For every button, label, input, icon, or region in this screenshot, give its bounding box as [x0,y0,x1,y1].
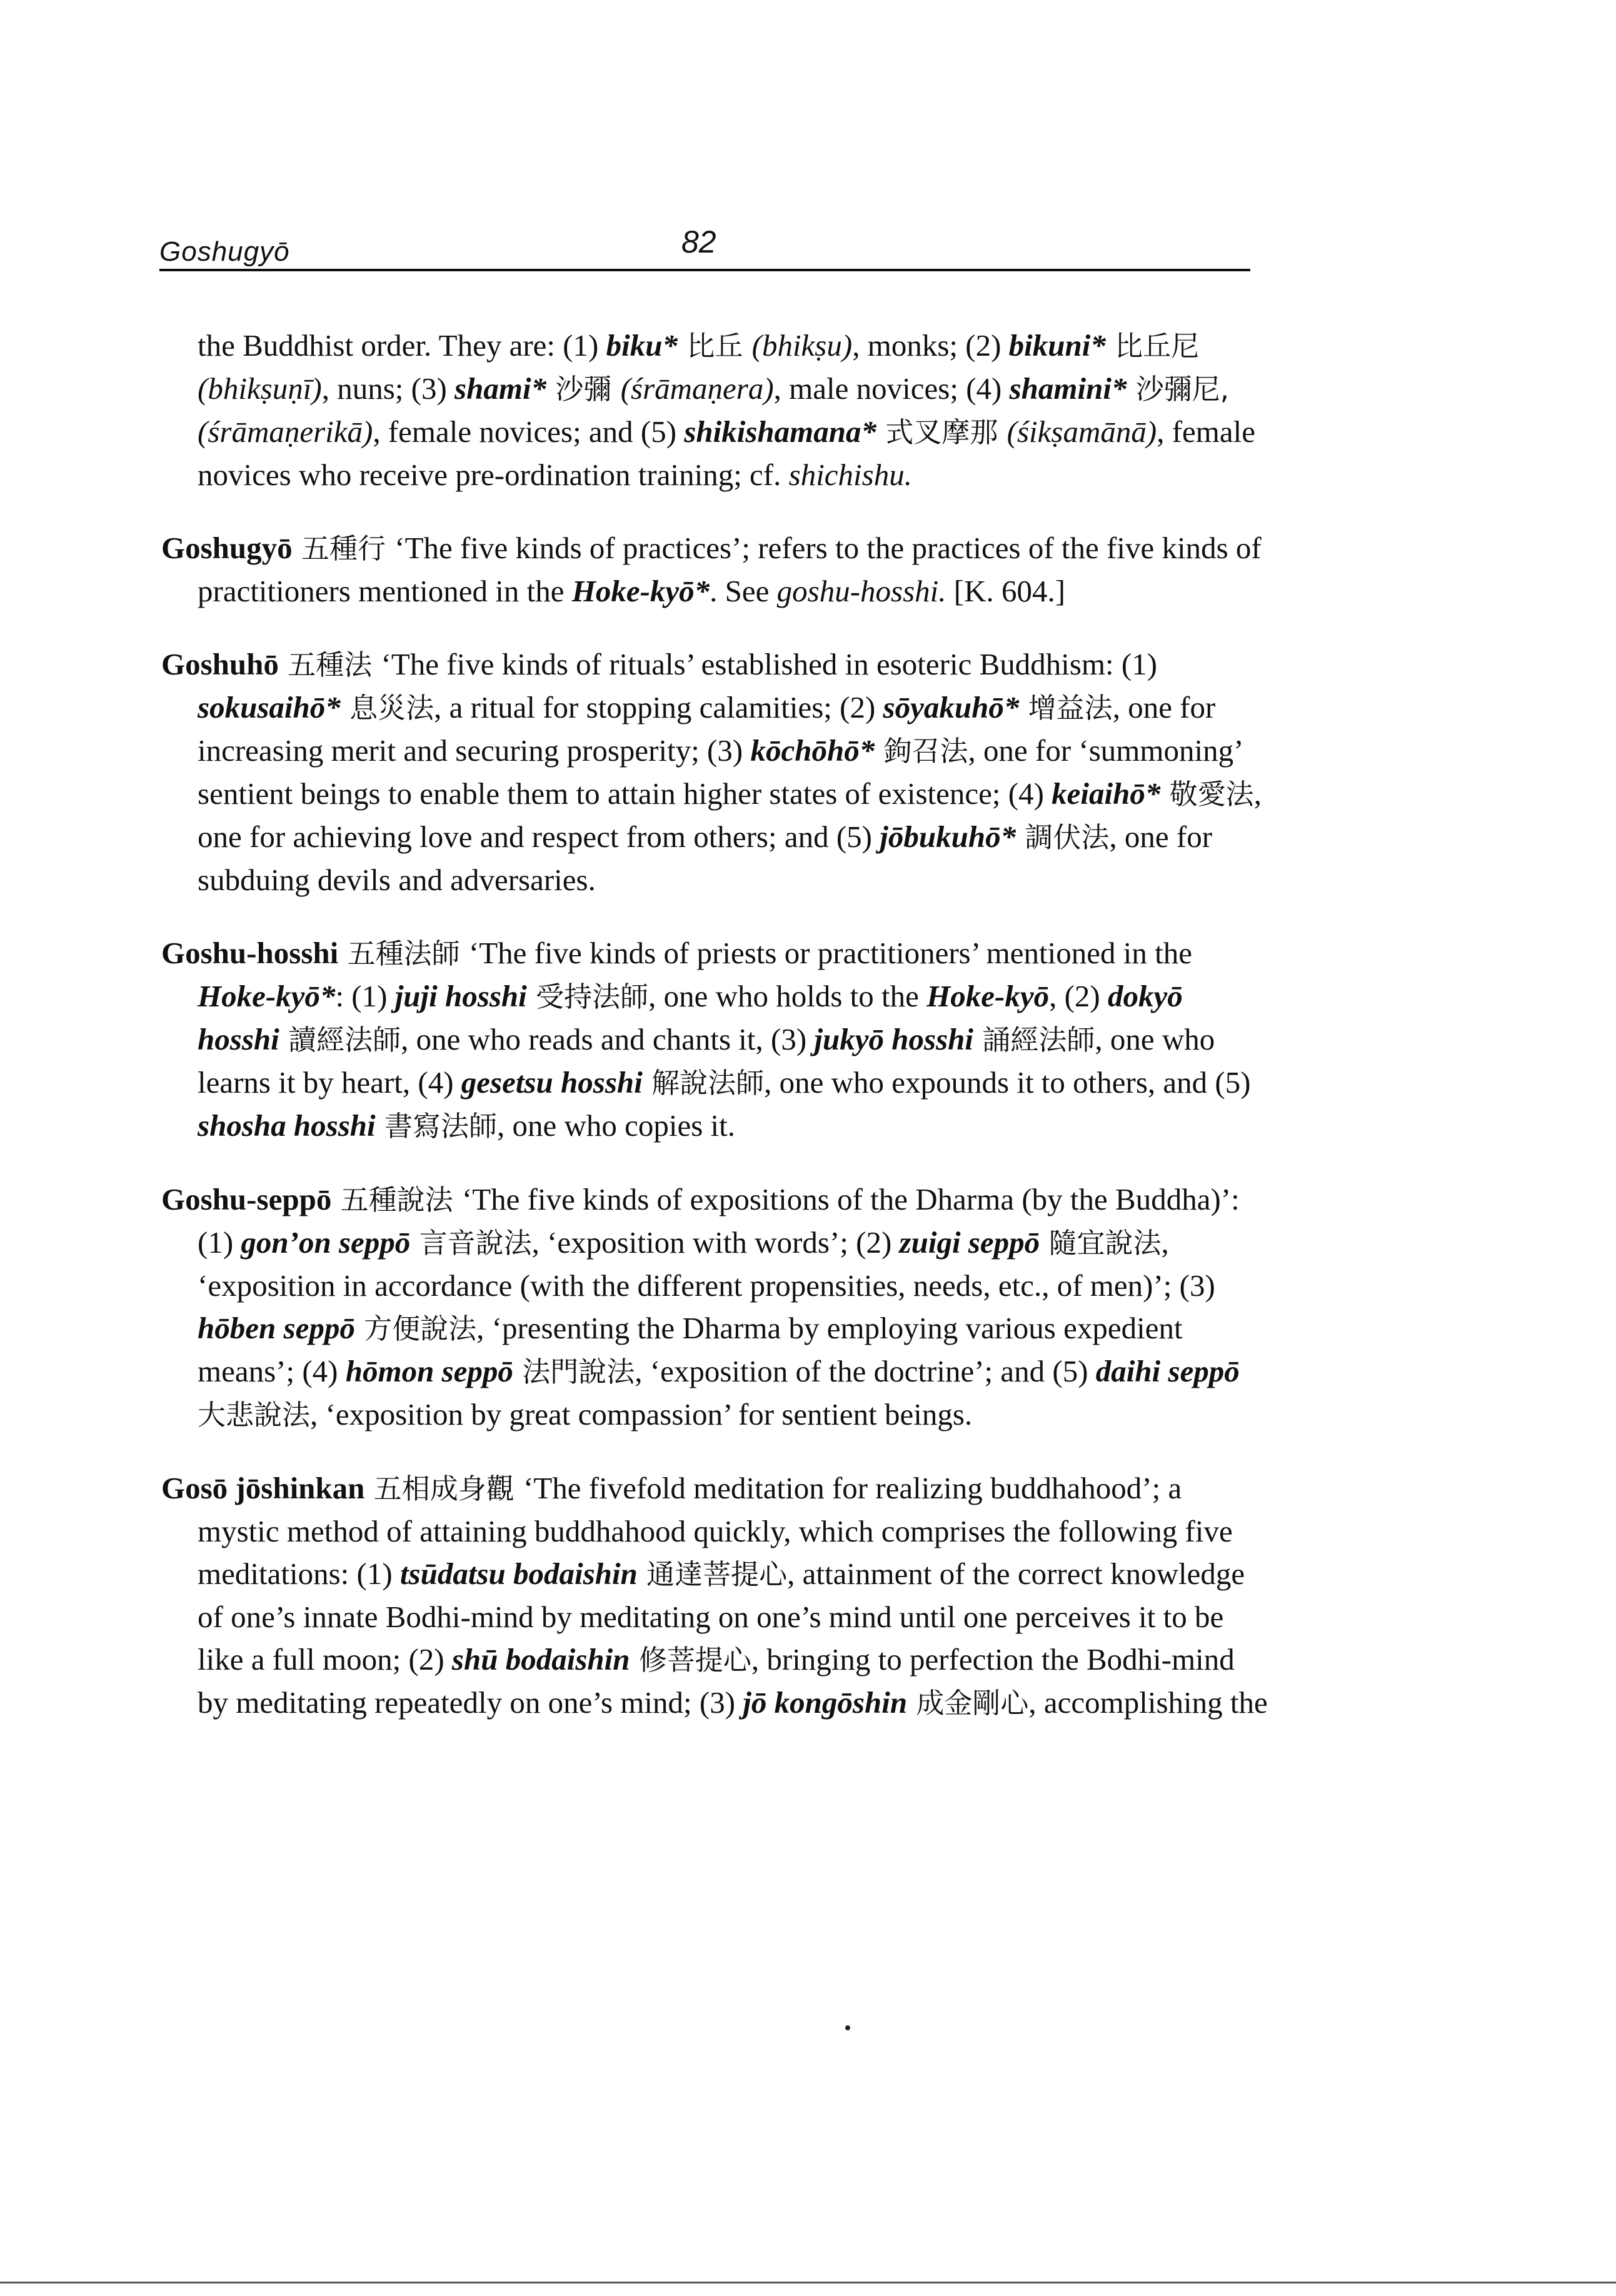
kanji-term: 五種法 [278,648,381,681]
text-run: , ‘exposition in accordance (with the different propensities, needs, etc., of men)’; (3) [198,1225,1215,1303]
stray-mark [845,2025,850,2030]
italic-text: (śrāmaṇera) [620,371,774,406]
romanized-term: biku* [606,328,678,363]
kanji-term: 方便說法 [354,1312,477,1345]
kanji-term: 調伏法 [1016,821,1110,854]
romanized-term: sokusaihō* [198,690,341,724]
kanji-term: 五種法師 [338,937,469,970]
text-run: , ‘presenting the Dharma by employing various expedient means’; (4) [198,1311,1183,1388]
entry-goshu-hosshi [161,932,1268,1148]
kanji-term: 書寫法師 [375,1110,497,1143]
entry-goshu-seppo [161,1178,1268,1436]
kanji-term: 五種行 [292,532,395,565]
italic-text: (śikṣamānā) [1006,414,1157,449]
romanized-term: juji hosshi [394,979,527,1013]
romanized-term: gesetsu hosshi [461,1065,643,1100]
italic-text: (bhikṣuṇī) [198,371,322,406]
text-run: , a ritual for stopping calamities; (2) [434,690,883,724]
kanji-term: 比丘 [678,329,752,363]
romanized-term: Hoke-kyō* [571,574,710,608]
kanji-term: 通達菩提心 [637,1558,788,1591]
text-run: , one who learns it by heart, (4) [198,1022,1215,1100]
kanji-term: 解說法師 [642,1066,765,1100]
text-run: , female novices; and (5) [373,414,685,449]
text-run: , accomplishing the [1028,1685,1268,1720]
text-run: , attainment of the correct knowledge of one’s innate Bodhi-mind by meditating on one’s mind until one perceives it to be like a full moon; (2) [198,1557,1245,1677]
kanji-term: 比丘尼 [1105,329,1200,363]
kanji-term: 沙彌尼, [1127,373,1230,406]
italic-text: (bhikṣu) [751,328,853,363]
romanized-term: shikishamana* [684,414,877,449]
kanji-term: 受持法師 [526,980,649,1013]
romanized-term: hōmon seppō [345,1354,513,1388]
romanized-term: Hoke-kyō [926,979,1050,1013]
page-number: 82 [681,224,716,259]
italic-text: shichishu. [788,458,912,492]
kanji-term: 敬愛法 [1160,778,1254,811]
romanized-term: shami* [454,371,547,406]
romanized-term: jōbukuhō* [880,820,1016,854]
text-run: , one who expounds it to others, and (5) [764,1065,1251,1100]
romanized-term: daihi seppō [1095,1354,1240,1388]
headword: Goshu-hosshi [161,936,339,970]
kanji-term: 大悲說法 [198,1398,311,1431]
text-run: , one for subduing devils and adversaries. [198,820,1213,897]
entry-goshuho [161,643,1268,901]
text-run: , one for ‘summoning’ sentient beings to enable them to attain higher states of existence; (4) [198,733,1242,811]
kanji-term: 成金剛心 [907,1687,1029,1720]
kanji-term: 沙彌 [546,373,621,406]
kanji-term: 隨宜說法 [1040,1226,1162,1260]
romanized-term: Hoke-kyō* [198,979,336,1013]
kanji-term: 言音說法 [410,1226,532,1260]
text-run: , bringing to perfection the Bodhi-mind by meditating repeatedly on one’s mind; (3) [198,1642,1235,1720]
headword: Goshugyō [161,531,293,565]
romanized-term: kōchōhō* [750,733,875,768]
romanized-term: gon’on seppō [241,1225,411,1260]
text-run: ‘The fivefold meditation for realizing buddhahood’; a mystic method of attaining buddhahood quickly, which comprises the following five meditations: (1) [198,1471,1233,1591]
romanized-term: shū bodaishin [451,1642,630,1677]
romanized-term: shamini* [1009,371,1127,406]
text-run: ‘The five kinds of expositions of the Dharma (by the Buddha)’: (1) [198,1182,1240,1260]
romanized-term: bikuni* [1008,328,1106,363]
text-run: , ‘exposition of the doctrine’; and (5) [635,1354,1096,1388]
page-body [161,294,1268,1732]
header-rule [159,269,1250,271]
romanized-term: sōyakuhō* [883,690,1020,724]
headword: Goshu-seppō [161,1182,332,1216]
entry-goso-joshinkan [161,1467,1268,1725]
romanized-term: keiaihō* [1051,776,1161,811]
text-run: , (2) [1049,979,1108,1013]
italic-text: (śrāmaṇerikā) [198,414,373,449]
kanji-term: 法門說法 [513,1355,635,1388]
text-run: ‘The five kinds of practices’; refers to the practices of the five kinds of practitioners mentioned in the [198,531,1262,608]
running-head: Goshugyō [159,236,290,267]
text-run: , nuns; (3) [321,371,455,406]
kanji-term: 五種說法 [331,1183,462,1216]
text-run: , monks; (2) [852,328,1009,363]
text-run: ‘The five kinds of priests or practitioners’ mentioned in the [468,936,1192,970]
text-run: , female novices who receive pre-ordination training; cf. [198,414,1255,492]
headword: Goshuhō [161,647,279,681]
italic-text: goshu-hosshi. [776,574,946,608]
kanji-term: 修菩提心 [630,1643,751,1677]
kanji-term: 式叉摩那 [876,416,1007,449]
continuation-paragraph [161,324,1268,496]
romanized-term: jukyō hosshi [814,1022,974,1056]
text-run: , one for increasing merit and securing prosperity; (3) [198,690,1216,768]
kanji-term: 五相成身觀 [364,1472,524,1505]
text-run: [K. 604.] [946,574,1066,608]
kanji-term: 鉤召法 [875,734,968,768]
text-run: . See [710,574,777,608]
kanji-term: 息災法 [340,691,434,724]
text-run: the Buddhist order. They are: (1) [198,328,606,363]
text-run: ‘The five kinds of rituals’ established in esoteric Buddhism: (1) [381,647,1158,681]
romanized-term: shosha hosshi [198,1108,376,1143]
text-run: , one who copies it. [496,1108,736,1143]
romanized-term: dokyō hosshi [198,979,1183,1056]
entry-list [161,527,1268,1725]
romanized-term: hōben seppō [198,1311,355,1345]
text-run: : (1) [335,979,395,1013]
kanji-term: 增益法 [1019,691,1113,724]
text-run: , ‘exposition with words’; (2) [531,1225,900,1260]
footer-rule [0,2282,1616,2283]
text-run: , ‘exposition by great compassion’ for sentient beings. [310,1397,973,1431]
kanji-term: 讀經法師 [279,1023,401,1056]
entry-goshugyo [161,527,1268,613]
romanized-term: zuigi seppō [899,1225,1040,1260]
text-run: , one for achieving love and respect from others; and (5) [198,776,1262,854]
headword: Gosō jōshinkan [161,1471,365,1505]
romanized-term: jō kongōshin [743,1685,908,1720]
kanji-term: 誦經法師 [973,1023,1095,1056]
text-run: , male novices; (4) [773,371,1010,406]
romanized-term: tsūdatsu bodaishin [399,1557,638,1591]
text-run: , one who reads and chants it, (3) [401,1022,815,1056]
text-run: , one who holds to the [648,979,927,1013]
